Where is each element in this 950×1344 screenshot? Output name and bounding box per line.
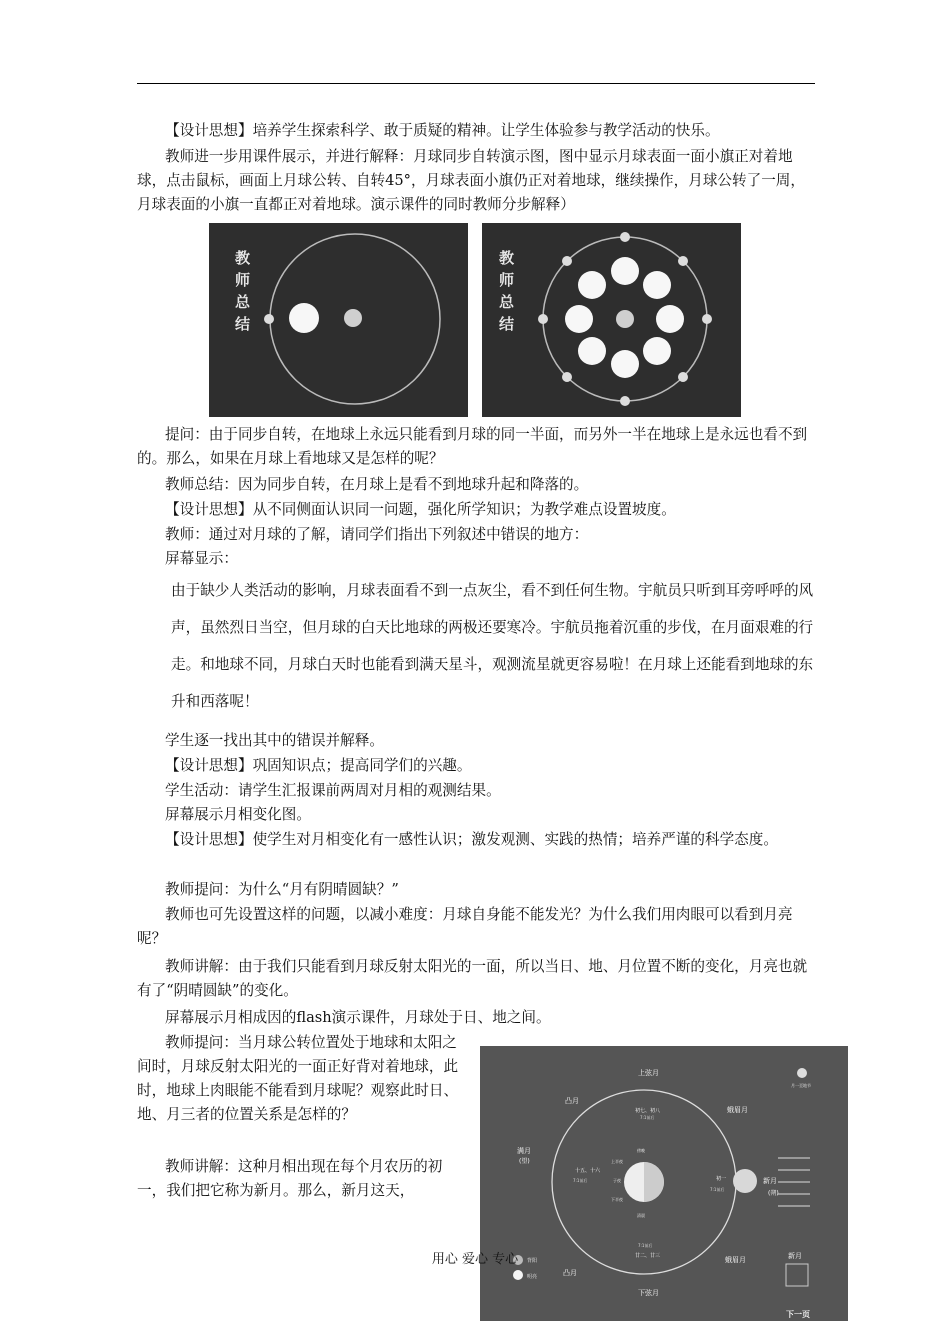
- moon: [656, 305, 684, 333]
- phase-label: 上弦月: [638, 1069, 659, 1077]
- phase-label: 下弦月: [638, 1289, 659, 1297]
- earth-label: 下半夜: [611, 1197, 623, 1202]
- moon: [578, 337, 606, 365]
- corner-box: [786, 1264, 808, 1286]
- paragraph: 教师：通过对月球的了解，请同学们指出下列叙述中错误的地方：: [165, 526, 589, 543]
- legend-label: 明亮: [527, 1274, 538, 1280]
- caption-char: 结: [235, 315, 251, 333]
- moon: [565, 305, 593, 333]
- moon: [611, 350, 639, 378]
- paragraph: 教师讲解：由于我们只能看到月球反射太阳光的一面，所以当日、地、月位置不断的变化，月亮也就有了“阴晴圆缺”的变化。: [137, 958, 808, 999]
- phase-label: 7:1前后: [573, 1178, 588, 1183]
- earth-shade: [644, 1162, 664, 1202]
- phase-label: (望): [519, 1158, 530, 1165]
- caption-char: 总: [235, 293, 251, 311]
- small-moon: [562, 256, 572, 266]
- moon: [643, 271, 671, 299]
- earth: [344, 309, 362, 327]
- paragraph: 教师也可先设置这样的问题，以减小难度：月球自身能不能发光？为什么我们用肉眼可以看到月亮呢？: [137, 906, 793, 947]
- header-rule: [137, 83, 815, 84]
- paragraph: 【设计思想】使学生对月相变化有一感性认识；激发观测、实践的热情；培养严谨的科学态度。: [165, 831, 778, 848]
- moon: [289, 303, 319, 333]
- moon-phase-diagram: [480, 1046, 848, 1321]
- caption-char: 教: [499, 249, 515, 267]
- small-moon: [538, 314, 548, 324]
- small-moon: [562, 372, 572, 382]
- legend-moon-icon: [797, 1068, 807, 1078]
- caption-char: 师: [499, 271, 515, 289]
- small-moon: [678, 372, 688, 382]
- corner-label: 新月: [788, 1252, 802, 1260]
- small-moon: [264, 314, 274, 324]
- paragraph: 学生逐一找出其中的错误并解释。: [165, 732, 384, 749]
- caption-char: 结: [499, 315, 515, 333]
- screen-display-text: 由于缺少人类活动的影响，月球表面看不到一点灰尘，看不到任何生物。宇航员只听到耳旁呼呼的风声，虽然烈日当空，但月球的白天比地球的两极还要寒冷。宇航员拖着沉重的步伐，在月面艰难的行走。和地球不同，月球白天时也能看到满天星斗，观测流星就更容易啦！在月球上还能看到地球的东升和西落呢！: [171, 582, 814, 710]
- small-moon: [620, 396, 630, 406]
- phase-label: 初七、初八: [635, 1108, 661, 1114]
- phase-label: 7:1前后: [710, 1187, 725, 1192]
- paragraph: 教师提问：当月球公转位置处于地球和太阳之间时，月球反射太阳光的一面正好背对着地球，此时，地球上肉眼能不能看到月球呢？观察此时日、地、月三者的位置关系是怎样的？: [137, 1034, 459, 1123]
- small-moon: [702, 314, 712, 324]
- legend-label: 月一至地节: [791, 1083, 811, 1088]
- phase-label: 十五、十六: [575, 1168, 601, 1174]
- phase-label: 初一: [716, 1176, 727, 1182]
- paragraph: 教师总结：因为同步自转，在月球上是看不到地球升起和降落的。: [165, 476, 589, 493]
- earth: [616, 310, 634, 328]
- paragraph: 屏幕展示月相成因的flash演示课件，月球处于日、地之间。: [165, 1009, 551, 1026]
- phase-label: 新月: [763, 1177, 777, 1185]
- sync-rotation-figure-2: [482, 223, 741, 417]
- page-footer: 用心 爱心 专心: [431, 1252, 519, 1267]
- phase-label: 蛾眉月: [727, 1106, 748, 1114]
- paragraph: 屏幕展示月相变化图。: [165, 806, 311, 823]
- paragraph: 【设计思想】培养学生探索科学、敢于质疑的精神。让学生体验参与教学活动的快乐。: [165, 122, 720, 139]
- paragraph: 教师讲解：这种月相出现在每个月农历的初一，我们把它称为新月。那么，新月这天，: [137, 1158, 443, 1199]
- small-moon: [678, 256, 688, 266]
- moon: [578, 271, 606, 299]
- phase-label: (朔): [768, 1190, 779, 1197]
- paragraph: 屏幕显示：: [165, 550, 238, 567]
- legend-label: 背阳: [527, 1258, 538, 1264]
- moon: [611, 257, 639, 285]
- paragraph: 教师进一步用课件展示，并进行解释：月球同步自转演示图，图中显示月球表面一面小旗正对着地球，点击鼠标，画面上月球公转、自转45°，月球表面小旗仍正对着地球，继续操作，月球公转了一周，月球表面的小旗一直都正对着地球。演示课件的同时教师分步解释）: [137, 148, 805, 213]
- phase-label: 7:1前后: [640, 1115, 655, 1120]
- paragraph: 教师提问：为什么“月有阴晴圆缺？”: [165, 881, 399, 898]
- paragraph: 学生活动：请学生汇报课前两周对月相的观测结果。: [165, 782, 501, 799]
- phase-label: 凸月: [565, 1097, 579, 1105]
- earth-label: 清晨: [637, 1213, 645, 1218]
- sync-rotation-figure-1: [209, 223, 468, 417]
- caption-char: 师: [235, 271, 251, 289]
- small-moon: [620, 232, 630, 242]
- moon: [643, 337, 671, 365]
- phase-label: 满月: [517, 1147, 531, 1155]
- phase-label: 廿二、廿三: [635, 1253, 661, 1259]
- phase-label: 7:1前后: [638, 1243, 653, 1248]
- phase-label: 蛾眉月: [725, 1256, 746, 1264]
- earth-label: 上半夜: [611, 1159, 623, 1164]
- next-page-button[interactable]: 下一页: [786, 1310, 810, 1319]
- legend-icon: [513, 1270, 523, 1280]
- new-moon: [733, 1169, 757, 1193]
- earth-label: 傍晚: [637, 1148, 645, 1153]
- paragraph: 【设计思想】巩固知识点；提高同学们的兴趣。: [165, 757, 472, 774]
- caption-char: 教: [235, 249, 251, 267]
- phase-label: 凸月: [563, 1269, 577, 1277]
- paragraph: 【设计思想】从不同侧面认识同一问题，强化所学知识；为教学难点设置坡度。: [165, 501, 676, 518]
- earth-label: 子夜: [613, 1178, 621, 1183]
- caption-char: 总: [499, 293, 515, 311]
- paragraph: 提问：由于同步自转，在地球上永远只能看到月球的同一半面，而另外一半在地球上是永远也看不到的。那么，如果在月球上看地球又是怎样的呢？: [137, 426, 808, 467]
